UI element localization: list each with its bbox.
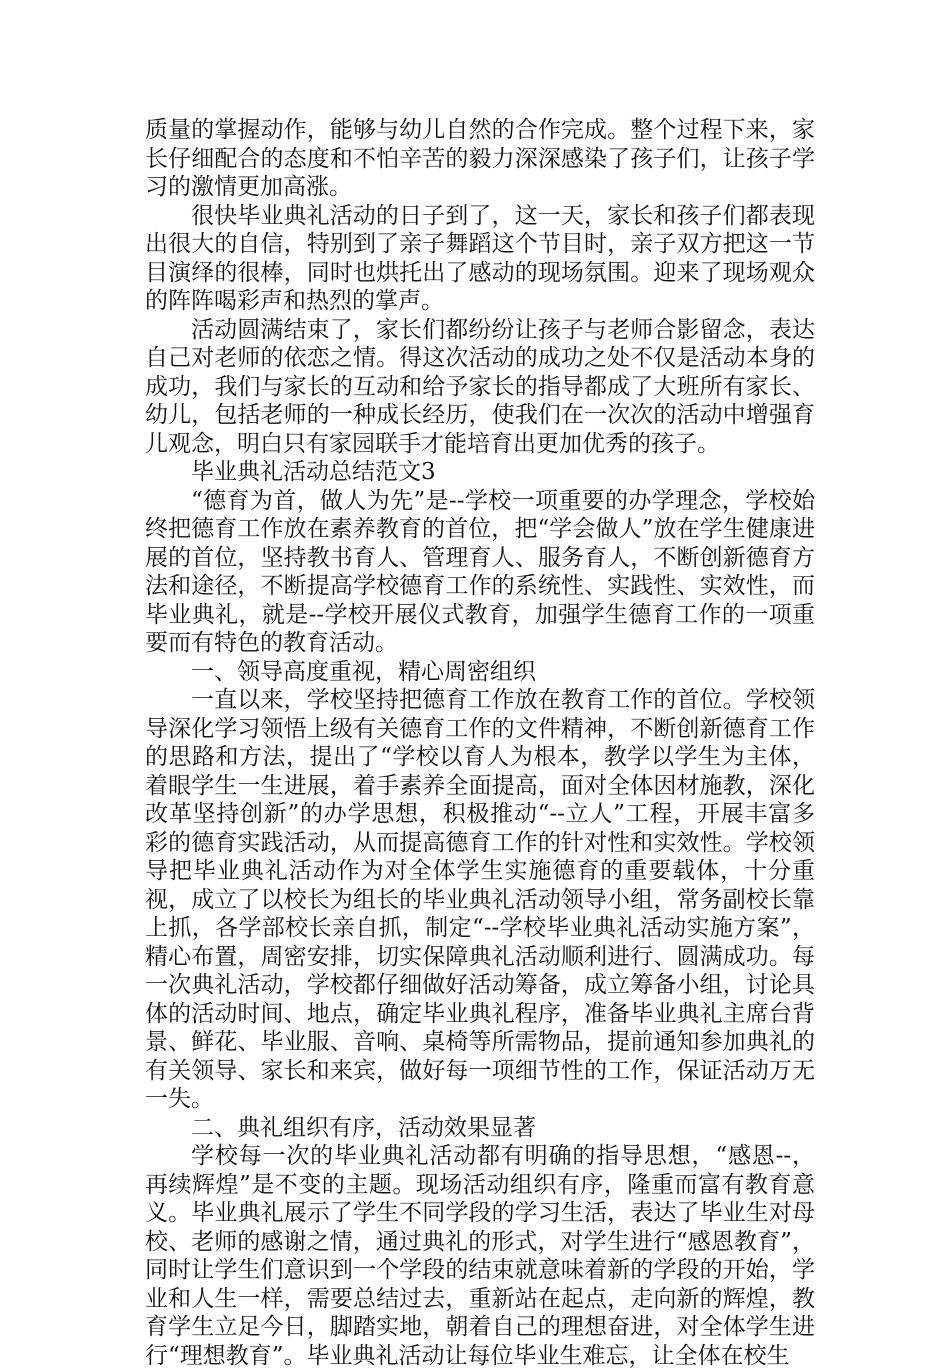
heading-ceremony-organization: 二、典礼组织有序，活动效果显著 xyxy=(191,1114,536,1141)
document-body xyxy=(145,116,815,1370)
paragraph-leadership: 一直以来，学校坚持把德育工作放在教育工作的首位。学校领导深化学习领悟上级有关德育工作的文件精神，不断创新德育工作的思路和方法，提出了“学校以育人为根本，教学以学生为主体，着眼学生一生进展，着手素养全面提高，面对全体因材施教，深化改革坚持创新”的办学思想，积极推动“--立人”工程，开展丰富多彩的德育实践活动，从而提高德育工作的针对性和实效性。学校领导把毕业典礼活动作为对全体学生实施德育的重要载体，十分重视，成立了以校长为组长的毕业典礼活动领导小组，常务副校长靠上抓，各学部校长亲自抓，制定“--学校毕业典礼活动实施方案”，精心布置，周密安排，切实保障典礼活动顺利进行、圆满成功。每一次典礼活动，学校都仔细做好活动筹备，成立筹备小组，讨论具体的活动时间、地点，确定毕业典礼程序，准备毕业典礼主席台背景、鲜花、毕业服、音响、桌椅等所需物品，提前通知参加典礼的有关领导、家长和来宾，做好每一项细节性的工作，保证活动万无一失。 xyxy=(145,687,815,1112)
paragraph-school-philosophy: “德育为首，做人为先”是--学校一项重要的办学理念，学校始终把德育工作放在素养教育的首位，把“学会做人”放在学生健康进展的首位，坚持教书育人、管理育人、服务育人，不断创新德育方法和途径，不断提高学校德育工作的系统性、实践性、实效性，而毕业典礼，就是--学校开展仪式教育，加强学生德育工作的一项重要而有特色的教育活动。 xyxy=(145,487,815,656)
heading-leadership: 一、领导高度重视，精心周密组织 xyxy=(191,658,536,685)
paragraph-continuation: 质量的掌握动作，能够与幼儿自然的合作完成。整个过程下来，家长仔细配合的态度和不怕辛苦的毅力深深感染了孩子们，让孩子学习的激情更加高涨。 xyxy=(145,117,815,200)
section-title-sample-3: 毕业典礼活动总结范文3 xyxy=(191,459,436,485)
paragraph-activity-end: 活动圆满结束了，家长们都纷纷让孩子与老师合影留念，表达自己对老师的依恋之情。得这次活动的成功之处不仅是活动本身的成功，我们与家长的互动和给予家长的指导都成了大班所有家长、幼儿，包括老师的一种成长经历，使我们在一次次的活动中增强育儿观念，明白只有家园联手才能培育出更加优秀的孩子。 xyxy=(145,316,815,457)
paragraph-ceremony-organization: 学校每一次的毕业典礼活动都有明确的指导思想，“感恩--，再续辉煌”是不变的主题。现场活动组织有序，隆重而富有教育意义。毕业典礼展示了学生不同学段的学习生活，表达了毕业生对母校、老师的感谢之情，通过典礼的形式，对学生进行“感恩教育”，同时让学生们意识到一个学段的结束就意味着新的学段的开始，学业和人生一样，需要总结过去，重新站在起点，走向新的辉煌，教育学生立足今日，脚踏实地，朝着自己的理想奋进，对全体学生进行“理想教育”。毕业典礼活动让每位毕业生难忘，让全体在校生 xyxy=(145,1143,815,1369)
paragraph-graduation-day: 很快毕业典礼活动的日子到了，这一天，家长和孩子们都表现出很大的自信，特别到了亲子舞蹈这个节目时，亲子双方把这一节目演绎的很棒，同时也烘托出了感动的现场氛围。迎来了现场观众的阵阵喝彩声和热烈的掌声。 xyxy=(145,202,815,314)
